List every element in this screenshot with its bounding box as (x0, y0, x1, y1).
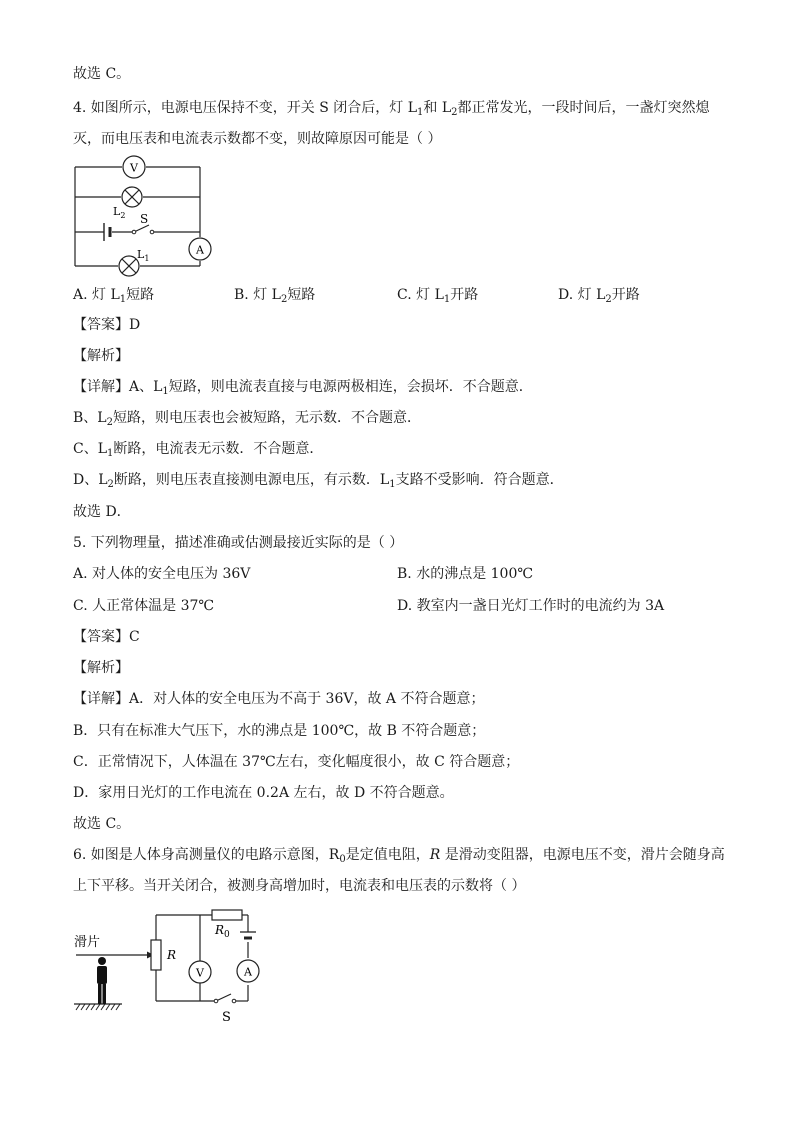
svg-text:V: V (196, 966, 204, 980)
q5-answer: 【答案】C (73, 629, 140, 645)
q5-detail-b: B．只有在标准大气压下，水的沸点是 100℃，故 B 不符合题意； (73, 723, 486, 739)
q4-detail-c: C、$L_1$断路，电流表无示数．不合题意． (73, 441, 324, 459)
rheostat-icon (151, 940, 161, 970)
voltmeter-icon (189, 961, 211, 983)
q4-conclusion: 故选 D． (73, 504, 131, 520)
q4-option-c: C. 灯 $L_1$开路 (397, 287, 479, 305)
ammeter-icon (237, 960, 259, 982)
lamp-l1-label: $L_1$ (137, 248, 150, 263)
person-icon (97, 957, 107, 1004)
q4-stem-line1: 4. 如图所示，电源电压保持不变，开关 S 闭合后，灯 $L_1$和 $L_2$都正常发光，一段时间后，一盏灯突然熄 (73, 100, 710, 118)
switch-contact (132, 230, 136, 234)
lamp-l1-icon (119, 256, 139, 276)
svg-text:A: A (196, 243, 204, 257)
switch-contact (232, 999, 236, 1003)
switch-label: S (222, 1010, 231, 1025)
q6-stem-line2: 上下平移。当开关闭合，被测身高增加时，电流表和电压表的示数将（ ） (73, 878, 526, 894)
q5-option-b: B. 水的沸点是 100℃ (397, 566, 534, 582)
q5-option-d: D. 教室内一盏日光灯工作时的电流约为 3A (397, 598, 665, 614)
q4-option-b: B. 灯 $L_2$短路 (234, 287, 316, 305)
fixed-resistor-icon (212, 910, 242, 920)
q5-option-c: C. 人正常体温是 37℃ (73, 598, 215, 614)
q5-stem: 5. 下列物理量，描述准确或估测最接近实际的是（ ） (73, 535, 404, 551)
q6-stem-line1: 6. 如图是人体身高测量仪的电路示意图，$R_0$是定值电阻，R 是滑动变阻器，电源电压不变，滑片会随身高 (73, 847, 725, 865)
q4-detail-d: D、$L_2$断路，则电压表直接测电源电压，有示数．$L_1$支路不受影响．符合题意． (73, 472, 564, 490)
q5-conclusion: 故选 C。 (73, 816, 131, 832)
switch-contact (214, 999, 218, 1003)
q4-circuit-diagram (70, 152, 220, 280)
q5-analysis-heading: 【解析】 (73, 660, 129, 676)
lamp-l2-label: $L_2$ (113, 205, 126, 220)
q4-answer: 【答案】D (73, 317, 141, 333)
fixed-resistor-label: $R_0$ (215, 923, 230, 940)
switch-label: S (140, 212, 149, 226)
q5-detail-c: C．正常情况下，人体温在 37℃左右，变化幅度很小，故 C 符合题意； (73, 754, 520, 770)
svg-text:V: V (130, 161, 138, 175)
voltmeter-icon (123, 156, 145, 178)
ground-hatching (76, 1004, 120, 1010)
svg-text:A: A (244, 965, 252, 979)
lamp-l2-icon (122, 187, 142, 207)
q5-detail-d: D．家用日光灯的工作电流在 0.2A 左右，故 D 不符合题意。 (73, 785, 454, 801)
q4-detail-a: 【详解】A、$L_1$短路，则电流表直接与电源两极相连，会损坏．不合题意． (73, 379, 533, 397)
q4-stem-line2: 灭，而电压表和电流表示数都不变，则故障原因可能是（ ） (73, 131, 442, 147)
ammeter-icon (189, 238, 211, 260)
q4-option-a: A. 灯 $L_1$短路 (73, 287, 155, 305)
q5-detail-a: 【详解】A．对人体的安全电压为不高于 36V，故 A 不符合题意； (73, 691, 485, 707)
q4-option-d: D. 灯 $L_2$开路 (558, 287, 640, 305)
q3-conclusion: 故选 C。 (73, 66, 131, 82)
rheostat-label: R (167, 948, 177, 962)
q6-circuit-diagram (70, 900, 280, 1025)
q4-analysis-heading: 【解析】 (73, 348, 129, 364)
q5-option-a: A. 对人体的安全电压为 36V (73, 566, 251, 582)
slider-label: 滑片 (74, 935, 101, 950)
q4-detail-b: B、$L_2$短路，则电压表也会被短路，无示数．不合题意． (73, 410, 421, 428)
switch-contact (150, 230, 154, 234)
